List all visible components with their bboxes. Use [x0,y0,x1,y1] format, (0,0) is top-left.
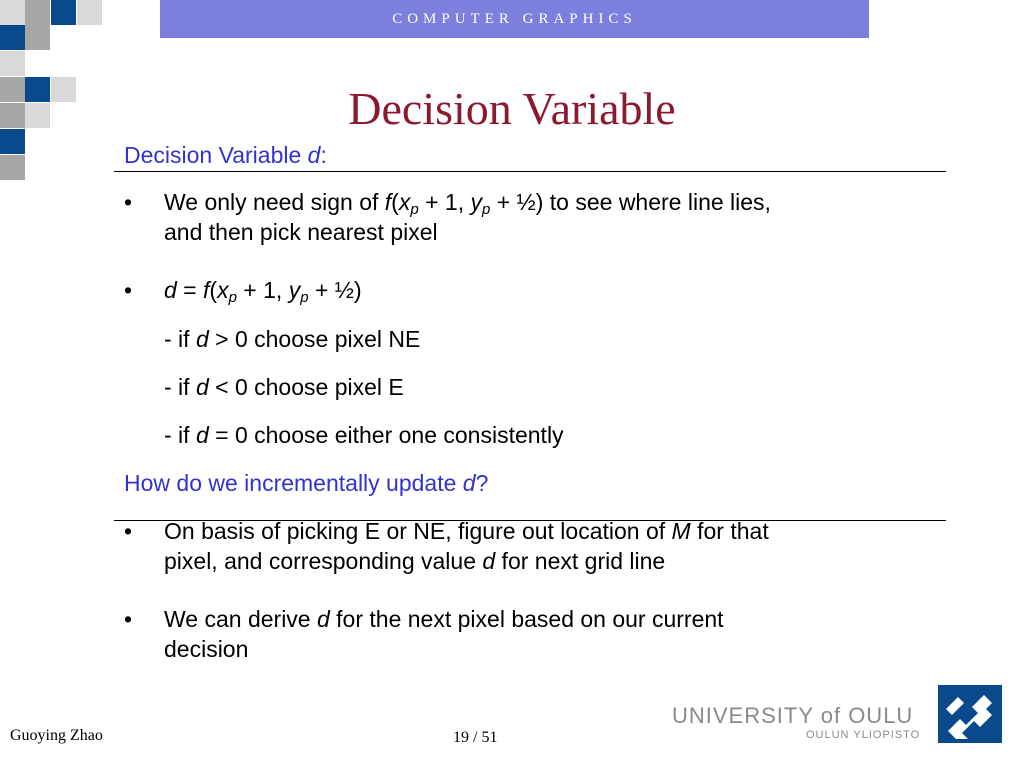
course-title: COMPUTER GRAPHICS [392,10,637,27]
bullet-dot: • [124,277,133,303]
footer-author: Guoying Zhao [10,727,103,744]
bullet-text: We can derive d for the next pixel based on our current decision [164,606,724,662]
section-heading-decision-variable: Decision Variable d: [124,142,327,168]
bullet-text: On basis of picking E or NE, figure out location of M for that pixel, and corresponding value d for next grid line [164,518,769,574]
bullet-dot: • [124,189,133,215]
bullet-dot: • [124,518,133,544]
divider-line [114,171,946,172]
bullet-dot: • [124,606,133,632]
header-band [160,0,869,38]
university-name: UNIVERSITY of OULU [672,703,914,728]
section-heading-incremental-update: How do we incrementally update d? [124,470,489,496]
page-number: 19 / 51 [453,729,498,746]
bullet-text: We only need sign of $f(x_p + 1$, $y_p$ + ½) to see where line lies, and then pick nearest pixel [164,189,771,245]
case-ne: - if d > 0 choose pixel NE [164,326,421,352]
university-logo [938,685,1002,743]
logo-mark-icon [938,685,1002,743]
case-e: - if d < 0 choose pixel E [164,374,404,400]
bullet-item-sign [124,187,924,251]
university-subtitle: OULUN YLIOPISTO [806,729,921,741]
bullet-text: $d = f(x_p + 1$, $y_p$ + ½) [164,277,362,306]
slide-title: Decision Variable [348,83,676,134]
case-either: - if d = 0 choose either one consistently [164,422,564,448]
